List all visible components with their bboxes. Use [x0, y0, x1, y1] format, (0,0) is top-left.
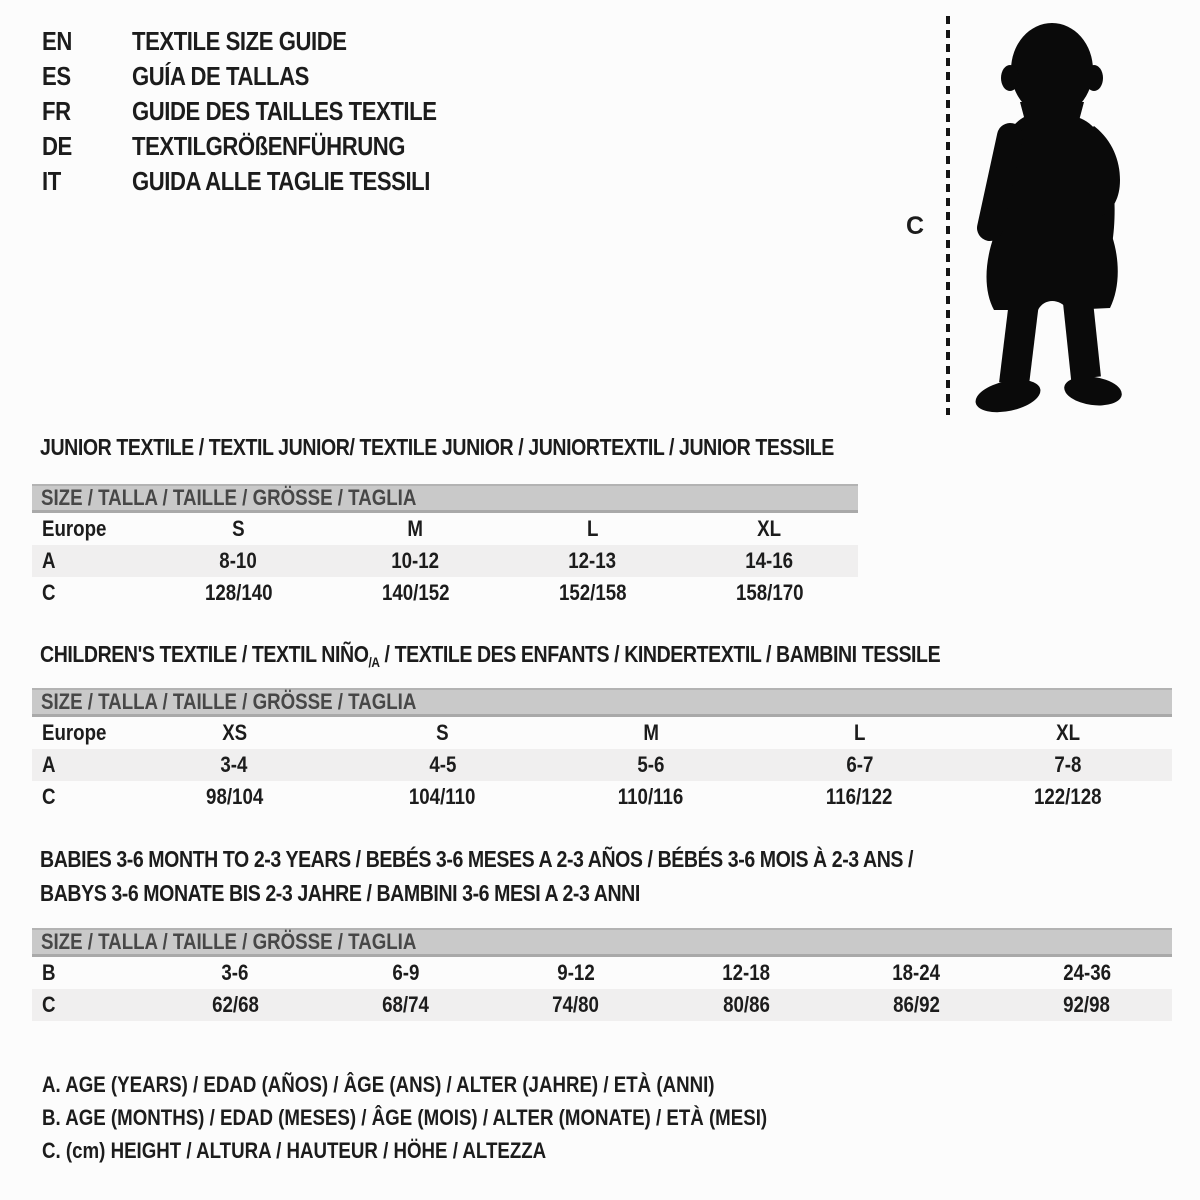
- row-label: C: [42, 580, 56, 605]
- language-row: [42, 24, 490, 59]
- measure-legend: [42, 1068, 895, 1167]
- age-cell: 8-10: [219, 548, 258, 573]
- age-cell: 3-6: [221, 960, 249, 985]
- size-header-bar: [32, 688, 1172, 717]
- age-row-a: [32, 545, 858, 577]
- language-row: [42, 164, 490, 199]
- size-header-text: SIZE / TALLA / TAILLE / GRÖSSE / TAGLIA: [41, 689, 417, 714]
- age-row-a: [32, 749, 1172, 781]
- size-header-bar: [32, 484, 858, 513]
- height-cell: 62/68: [211, 992, 259, 1017]
- height-measure-dashed-line: [946, 16, 950, 415]
- row-label: C: [42, 992, 56, 1017]
- age-cell: 6-9: [391, 960, 420, 985]
- size-cell: XS: [221, 720, 247, 745]
- section-title-babies: [40, 842, 1067, 910]
- size-cell: XL: [757, 516, 782, 541]
- age-row-b: [32, 957, 1172, 989]
- row-label: B: [42, 960, 56, 985]
- section-title-junior: [40, 434, 974, 460]
- size-header-bar: [32, 928, 1172, 957]
- language-code: IT: [42, 166, 61, 196]
- row-label: A: [42, 752, 56, 777]
- size-cell: M: [407, 516, 424, 541]
- height-cell: 158/170: [735, 580, 804, 605]
- size-cell: M: [643, 720, 659, 745]
- language-code: EN: [42, 26, 72, 56]
- language-title: GUIDE DES TAILLES TEXTILE: [132, 96, 437, 126]
- age-cell: 5-6: [637, 752, 665, 777]
- language-title: TEXTILE SIZE GUIDE: [132, 26, 347, 56]
- size-cell: XL: [1055, 720, 1080, 745]
- height-cell: 128/140: [204, 580, 273, 605]
- age-cell: 4-5: [429, 752, 457, 777]
- height-measure-label: C: [906, 212, 925, 240]
- age-cell: 7-8: [1054, 752, 1082, 777]
- age-cell: 18-24: [892, 960, 941, 985]
- size-row-europe: [32, 717, 1172, 749]
- height-cell: 140/152: [381, 580, 450, 605]
- language-code: DE: [42, 131, 72, 161]
- age-cell: 3-4: [220, 752, 248, 777]
- size-cell: S: [436, 720, 449, 745]
- age-cell: 10-12: [391, 548, 440, 573]
- height-cell: 122/128: [1034, 784, 1102, 809]
- age-cell: 12-18: [722, 960, 771, 985]
- language-title: GUÍA DE TALLAS: [132, 61, 309, 91]
- age-cell: 24-36: [1062, 960, 1111, 985]
- junior-title-text: JUNIOR TEXTILE / TEXTIL JUNIOR/ TEXTILE JUNIOR / JUNIORTEXTIL / JUNIOR TESSILE: [40, 434, 834, 460]
- age-cell: 14-16: [745, 548, 794, 573]
- height-cell: 92/98: [1063, 992, 1111, 1017]
- size-cell: L: [853, 720, 866, 745]
- children-title-pre: CHILDREN'S TEXTILE / TEXTIL NIÑO: [40, 641, 369, 667]
- babies-title-line1: BABIES 3-6 MONTH TO 2-3 YEARS / BEBÉS 3-6 MESES A 2-3 AÑOS / BÉBÉS 3-6 MOIS À 2-3 ANS /: [40, 846, 914, 872]
- language-title-list: [42, 24, 490, 199]
- height-row-c: [32, 989, 1172, 1021]
- legend-line-b: B. AGE (MONTHS) / EDAD (MESES) / ÂGE (MOIS) / ALTER (MONATE) / ETÀ (MESI): [42, 1104, 768, 1130]
- region-label: Europe: [42, 516, 107, 541]
- age-cell: 6-7: [845, 752, 873, 777]
- height-cell: 80/86: [722, 992, 770, 1017]
- height-cell: 86/92: [893, 992, 940, 1017]
- height-cell: 152/158: [558, 580, 627, 605]
- age-cell: 12-13: [568, 548, 617, 573]
- legend-line-a: A. AGE (YEARS) / EDAD (AÑOS) / ÂGE (ANS) / ALTER (JAHRE) / ETÀ (ANNI): [42, 1071, 715, 1097]
- height-row-c: [32, 781, 1172, 813]
- size-cell: S: [232, 516, 245, 541]
- toddler-silhouette: [960, 12, 1146, 420]
- junior-table: [32, 484, 858, 609]
- row-label: A: [42, 548, 56, 573]
- language-row: [42, 59, 490, 94]
- height-cell: 68/74: [382, 992, 429, 1017]
- language-title: TEXTILGRÖßENFÜHRUNG: [132, 131, 406, 161]
- size-cell: L: [586, 516, 599, 541]
- size-header-text: SIZE / TALLA / TAILLE / GRÖSSE / TAGLIA: [41, 929, 417, 954]
- age-cell: 9-12: [557, 960, 595, 985]
- size-row-europe: [32, 513, 858, 545]
- children-table: [32, 688, 1172, 813]
- height-cell: 110/116: [618, 784, 684, 809]
- legend-line-c: C. (cm) HEIGHT / ALTURA / HAUTEUR / HÖHE / ALTEZZA: [42, 1137, 547, 1163]
- children-title-subscript: /A: [368, 654, 380, 670]
- size-header-text: SIZE / TALLA / TAILLE / GRÖSSE / TAGLIA: [41, 485, 417, 510]
- language-row: [42, 129, 490, 164]
- language-code: ES: [42, 61, 71, 91]
- section-title-children: [40, 641, 1099, 670]
- height-cell: 104/110: [409, 784, 476, 809]
- babies-table: [32, 928, 1172, 1021]
- language-title: GUIDA ALLE TAGLIE TESSILI: [132, 166, 430, 196]
- height-cell: 98/104: [205, 784, 263, 809]
- height-row-c: [32, 577, 858, 609]
- language-row: [42, 94, 490, 129]
- language-code: FR: [42, 96, 71, 126]
- height-cell: 74/80: [552, 992, 600, 1017]
- region-label: Europe: [42, 720, 107, 745]
- babies-title-line2: BABYS 3-6 MONATE BIS 2-3 JAHRE / BAMBINI 3-6 MESI A 2-3 ANNI: [40, 880, 640, 906]
- height-cell: 116/122: [826, 784, 893, 809]
- row-label: C: [42, 784, 56, 809]
- children-title-post: / TEXTILE DES ENFANTS / KINDERTEXTIL / BAMBINI TESSILE: [379, 641, 941, 667]
